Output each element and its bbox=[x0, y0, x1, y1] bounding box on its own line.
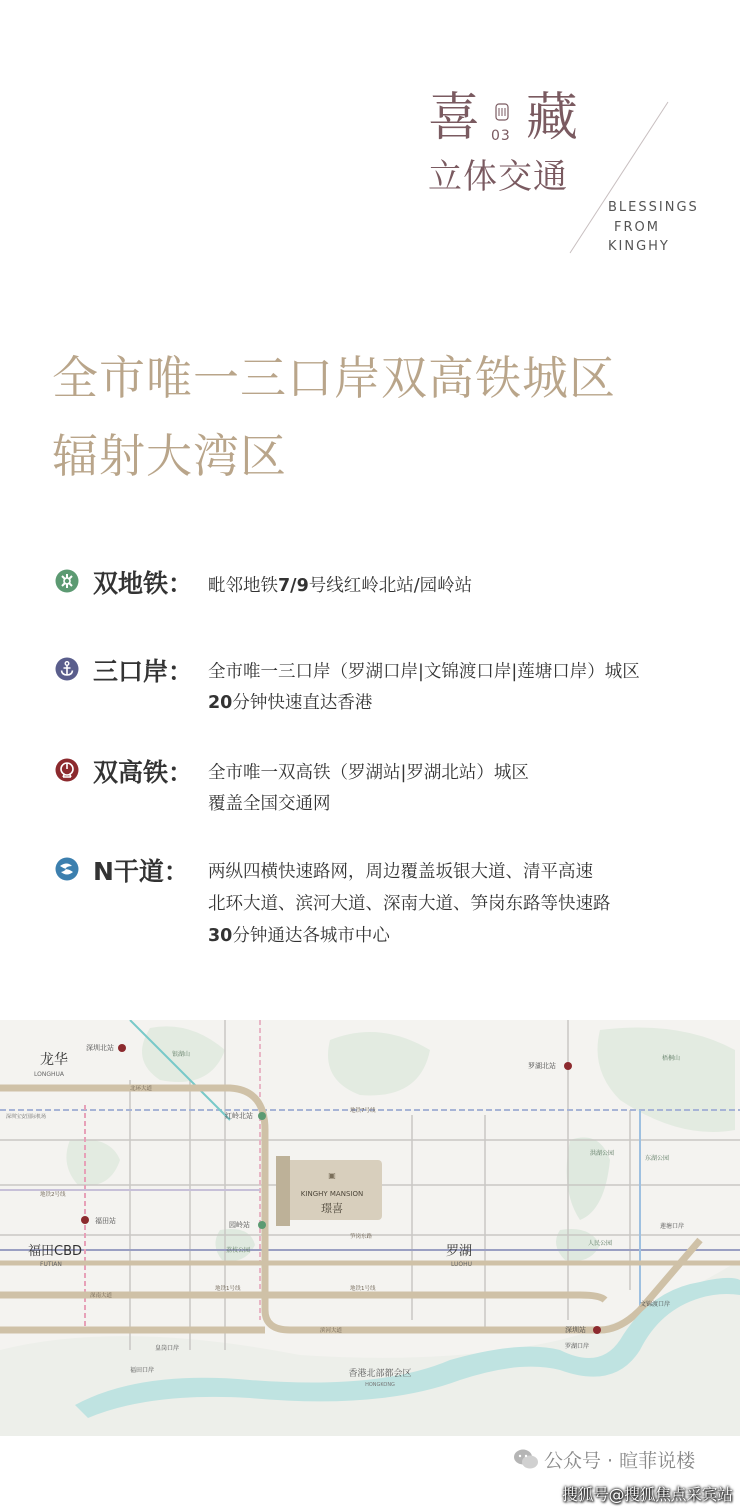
station-shenzhen-north: 深圳北站 bbox=[86, 1044, 114, 1052]
district-futian: 福田CBD bbox=[28, 1244, 83, 1259]
source-credit: 搜狐号@搜狐焦点采宾站 bbox=[562, 1485, 733, 1504]
anchor-icon bbox=[55, 657, 79, 681]
district-longhua: 龙华 bbox=[40, 1052, 68, 1068]
station-marker bbox=[118, 1044, 126, 1052]
port-futian: 福田口岸 bbox=[130, 1367, 155, 1374]
park-renmin: 人民公园 bbox=[588, 1240, 613, 1247]
station-yuanling: 园岭站 bbox=[229, 1221, 250, 1229]
station-luohu-north: 罗湖北站 bbox=[528, 1062, 556, 1070]
port-minutes: 20 bbox=[208, 693, 233, 713]
port-wenjindu: 文锦渡口岸 bbox=[640, 1301, 671, 1308]
rail-title: 双高铁： bbox=[93, 758, 194, 787]
metro-title: 双地铁： bbox=[93, 569, 194, 598]
hk-north-label: 香港北部都会区 bbox=[348, 1369, 412, 1379]
road-desc-line-2: 北环大道、滨河大道、深南大道、笋岗东路等快速路 bbox=[208, 894, 611, 914]
port-title: 三口岸： bbox=[93, 657, 194, 686]
port-luohu: 罗湖口岸 bbox=[565, 1343, 590, 1350]
road-desc-line-3 bbox=[208, 928, 390, 946]
park-donghu: 东湖公园 bbox=[645, 1155, 670, 1162]
district-luohu: 罗湖 bbox=[446, 1244, 473, 1259]
road-binhe: 滨河大道 bbox=[320, 1328, 343, 1334]
project-location-badge bbox=[276, 1156, 382, 1226]
english-tagline bbox=[608, 198, 699, 257]
metro-line-7: 地铁7号线 bbox=[350, 1108, 376, 1114]
road-title: N干道： bbox=[93, 857, 189, 886]
project-name-cn: 璟喜 bbox=[321, 1202, 343, 1215]
metro-desc bbox=[208, 578, 472, 596]
district-luohu-en: LUOHU bbox=[451, 1261, 473, 1268]
district-longhua-en: LONGHUA bbox=[34, 1071, 64, 1078]
metro-desc-part-2: 号线红岭北站/园岭站 bbox=[308, 576, 473, 596]
station-hongling-north: 红岭北站 bbox=[225, 1112, 253, 1120]
hk-north-en: HONGKONG bbox=[365, 1382, 395, 1388]
metro-icon bbox=[55, 569, 79, 593]
port-desc-line-2 bbox=[208, 695, 372, 713]
road-sungang-east: 笋岗东路 bbox=[350, 1234, 373, 1240]
project-name-en: KINGHY MANSION bbox=[300, 1190, 364, 1198]
metro-line-1-b: 地铁1号线 bbox=[350, 1286, 376, 1292]
metro-line-numbers: 7/9 bbox=[278, 576, 309, 596]
road-beihuan: 北环大道 bbox=[130, 1086, 153, 1092]
wechat-icon bbox=[513, 1448, 539, 1470]
tagline-line-2: FROM bbox=[614, 219, 660, 235]
station-marker bbox=[564, 1062, 572, 1070]
section-number: 03 bbox=[491, 128, 511, 144]
railway-icon bbox=[55, 758, 79, 782]
project-emblem-glyph: ▣ bbox=[328, 1171, 336, 1180]
metro-station-marker bbox=[258, 1112, 266, 1120]
metro-line-1-a: 地铁1号线 bbox=[215, 1286, 241, 1292]
rail-desc-line-2: 覆盖全国交通网 bbox=[208, 794, 331, 814]
headline-line-1: 全市唯一三口岸双高铁城区 bbox=[52, 351, 616, 405]
expressway-icon bbox=[55, 857, 79, 881]
park-yinhushan: 银湖山 bbox=[172, 1051, 191, 1058]
rail-desc-line-1: 全市唯一双高铁（罗湖站|罗湖北站）城区 bbox=[208, 763, 529, 783]
station-futian: 福田站 bbox=[95, 1217, 116, 1225]
station-shenzhen: 深圳站 bbox=[565, 1326, 586, 1334]
tagline-line-3: KINGHY bbox=[608, 239, 670, 254]
header-char-cang: 藏 bbox=[526, 88, 579, 148]
park-honghu: 洪湖公园 bbox=[590, 1150, 615, 1157]
headline-line-2: 辐射大湾区 bbox=[52, 429, 287, 483]
metro-line-2: 地铁2号线 bbox=[40, 1192, 66, 1198]
metro-station-marker bbox=[258, 1221, 266, 1229]
station-marker bbox=[81, 1216, 89, 1224]
park-lizhi: 荔枝公园 bbox=[226, 1247, 251, 1254]
port-desc-line-2-text: 分钟快速直达香港 bbox=[232, 693, 373, 713]
transport-map bbox=[0, 1020, 740, 1436]
port-huanggang: 皇岗口岸 bbox=[155, 1345, 180, 1352]
road-desc-line-1: 两纵四横快速路网，周边覆盖坂银大道、清平高速 bbox=[208, 862, 593, 882]
road-desc-line-3-text: 分钟通达各城市中心 bbox=[232, 926, 390, 946]
brand-emblem-icon bbox=[495, 103, 509, 121]
section-subtitle: 立体交通 bbox=[428, 157, 568, 197]
port-desc-line-1: 全市唯一三口岸（罗湖口岸|文锦渡口岸|莲塘口岸）城区 bbox=[208, 662, 640, 682]
district-futian-en: FUTIAN bbox=[40, 1261, 62, 1268]
airport-label: 深圳宝安国际机场 bbox=[6, 1114, 47, 1120]
metro-desc-part-1: 毗邻地铁 bbox=[208, 576, 278, 596]
road-minutes: 30 bbox=[208, 926, 233, 946]
port-liantang: 莲塘口岸 bbox=[660, 1223, 685, 1230]
park-wutongshan: 梧桐山 bbox=[662, 1055, 681, 1062]
header-char-xi: 喜 bbox=[428, 88, 481, 148]
road-shennan: 深南大道 bbox=[90, 1293, 113, 1299]
tagline-line-1: BLESSINGS bbox=[608, 200, 699, 215]
watermark-text: 公众号 · 暄菲说楼 bbox=[544, 1450, 696, 1472]
station-marker bbox=[593, 1326, 601, 1334]
